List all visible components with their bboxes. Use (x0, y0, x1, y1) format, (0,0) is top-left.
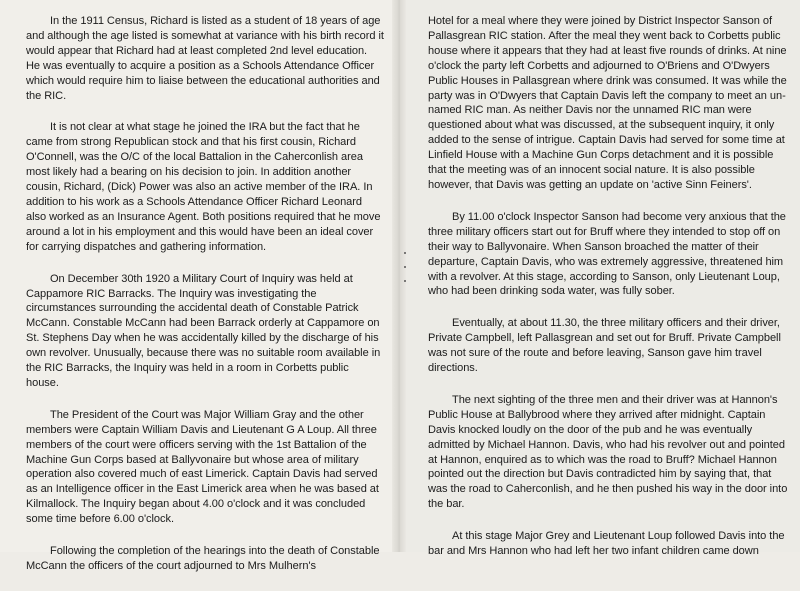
left-page (0, 0, 398, 572)
paragraph: In the 1911 Census, Richard is listed as a student of 18 years of age and although the age listed is somewhat at variance with his birth record it would appear that Richard had at least completed 2nd level education. He was eventually to acquire a position as a Schools Attendance Officer which would require him to liaise between the educational authorities and the RIC. (26, 15, 384, 102)
paragraph: On December 30th 1920 a Military Court of Inquiry was held at Cappamore RIC Barracks. The Inquiry was investigating the circumstances surrounding the accidental death of Constable Patrick McCann. Constable McCann had been Barrack orderly at Cappamore on St. Stephens Day when he was accidentally killed by the discharge of his own revolver. Unusually, because there was no suitable room available in the RIC Barracks, the Inquiry was held in a room in Corbetts public house. (26, 272, 381, 389)
paragraph: Following the completion of the hearings into the death of Constable McCann the officers of the court adjourned to Mrs Mulhern's (26, 545, 380, 572)
paragraph: By 11.00 o'clock Inspector Sanson had become very anxious that the three military officers start out for Bruff where they intended to stop off on their way to Ballyvonaire. When Sanson broached the matter of their departure, Captain Davis, who was extremely aggressive, threatened him with a revolver. At this stage, according to Sanson, only Lieutenant Loup, who had been drinking soda water, was fully sober. (428, 210, 786, 298)
right-page (398, 0, 800, 558)
binding-hole (404, 266, 406, 268)
paragraph: The next sighting of the three men and their driver was at Hannon's Public House at Ballybrood where they arrived after midnight. Captain Davis knocked loudly on the door of the pub and he was eventually admitted by Michael Hannon. Davis, who had his revolver out and pointed at Hannon, enquired as to which was the road to Bruff? Michael Hannon pointed out the direction but Davis contradicted him by saying that, that was the road to Caherconlish, and he then pushed his way in the door into the bar. (428, 393, 788, 511)
paragraph: It is not clear at what stage he joined the IRA but the fact that he came from strong Republican stock and that his first cousin, Richard O'Connell, was the O/C of the local Battalion in the Caherconlish area most likely had a bearing on his decision to join. In addition another cousin, Richard, (Dick) Power was also an active member of the IRA. In addition to his work as a Schools Attendance Officer Richard Leonard also worked as an Insurance Agent. Both positions required that he move around a lot in his employment and this would have been an ideal cover for carrying dispatches and gathering information. (26, 121, 381, 253)
paragraph: Eventually, at about 11.30, the three military officers and their driver, Private Campbell, left Pallasgrean and set out for Bruff. Private Campbell was not sure of the route and before leaving, Sanson gave him travel directions. (428, 317, 781, 375)
paragraph: At this stage Major Grey and Lieutenant Loup followed Davis into the bar and Mrs Hannon who had left her two infant children came down (428, 530, 785, 558)
paragraph: The President of the Court was Major William Gray and the other members were Captain William Davis and Lieutenant G A Loup. All three members of the court were officers serving with the 1st Battalion of the Machine Gun Corps based at Ballyvonaire but whose area of military operation also covered much of east Limerick. Captain Davis had served as an Intelligence officer in the East Limerick area when he was based at Kilmallock. The Inquiry began about 4.00 o'clock and it was concluded some time before 6.00 o'clock. (26, 408, 379, 526)
paragraph: Hotel for a meal where they were joined by District Inspector Sanson of Pallasgrean RIC station. After the meal they went back to Corbetts public house where it appears that they had at least five rounds of drinks. At nine o'clock the party left Corbetts and adjourned to O'Briens and O'Dwyers Public Houses in Pallasgrean where drink was consumed. It was while the party was in O'Dwyers that Captain Davis left the company to meet an un-named RIC man. As neither Davis nor the unnamed RIC man were questioned about what was discussed, at the subsequent inquiry, it only added to the sense of intrigue. Captain Davis had served for some time at Linfield House with a Machine Gun Corps detachment and it is possible that the meeting was of an innocent social nature. It is also possible however, that Davis was getting an update on 'active Sinn Feiners'. (428, 15, 787, 191)
binding-hole (404, 252, 406, 254)
left-column (26, 14, 384, 591)
binding-hole (404, 280, 406, 282)
right-column (428, 14, 790, 576)
binding-holes (402, 252, 408, 294)
